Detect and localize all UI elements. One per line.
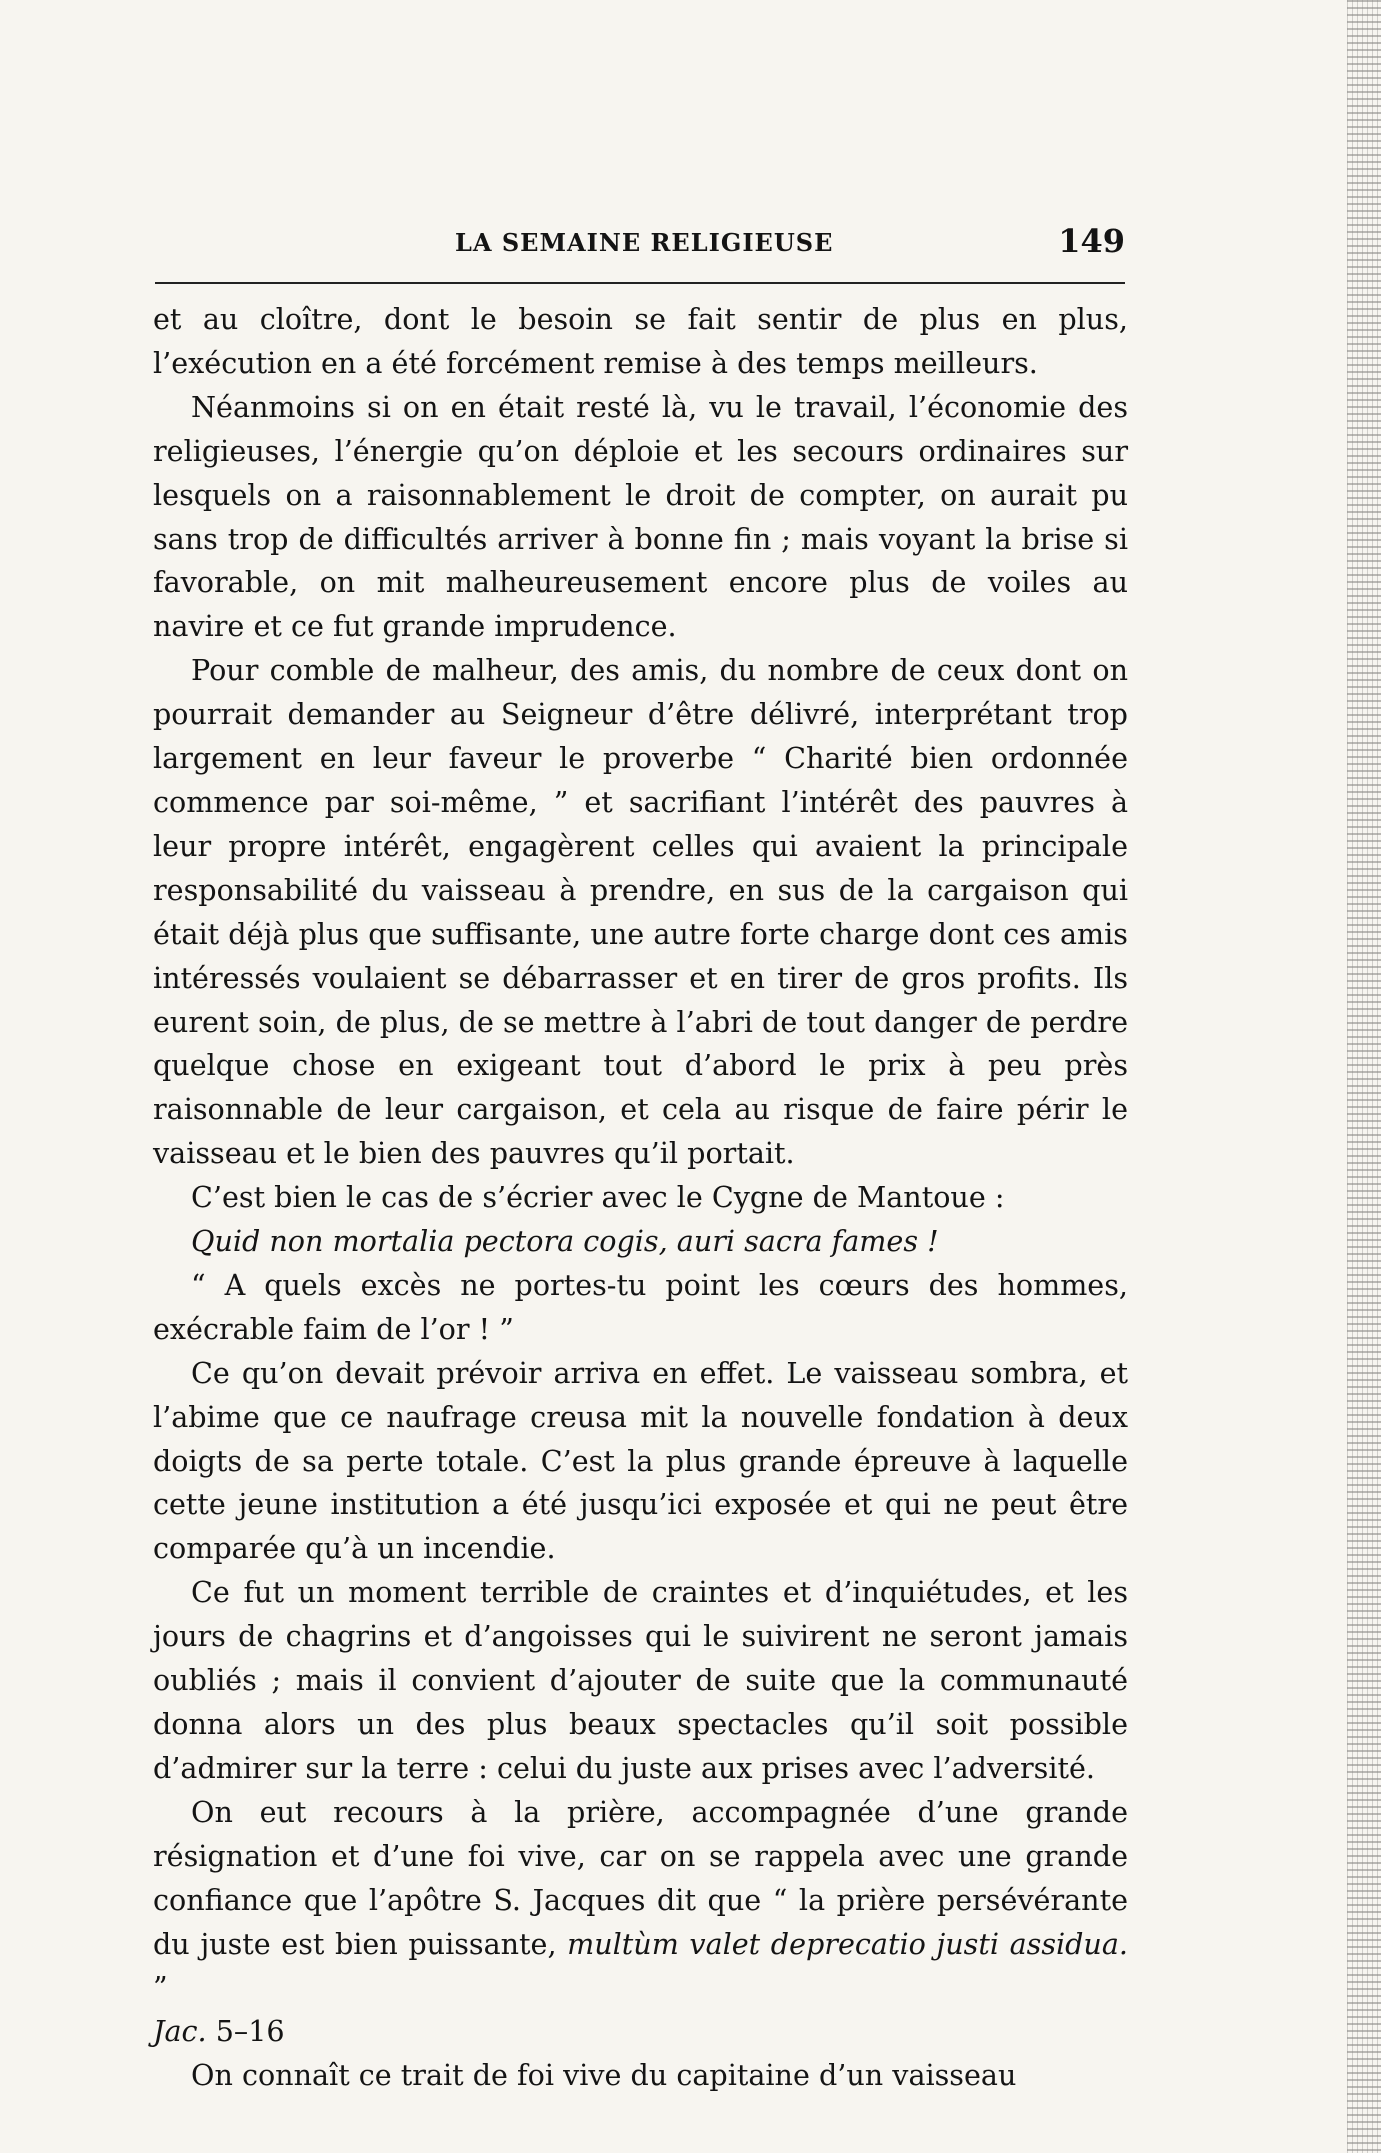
page-number: 149 bbox=[1058, 222, 1125, 260]
paragraph: Ce qu’on devait prévoir arriva en effet. Le vaisseau sombra, et l’abime que ce naufrage creusa mit la nouvelle fondation à deux doigts de sa perte totale. C’est la plus grande épreuve à laquelle cette jeune institution a été jusqu’ici exposée et qui ne peut être comparée qu’à un incendie. bbox=[153, 1355, 1128, 1566]
scan-edge-artifact bbox=[1347, 0, 1381, 2153]
paragraph: Pour comble de malheur, des amis, du nombre de ceux dont on pourrait demander au Seigneur d’être délivré, interprétant trop largement en leur faveur le proverbe “ Charité bien ordonnée commence par soi-même, ” et sacrifiant l’intérêt des pauvres à leur propre intérêt, engagèrent celles qui avaient la principale responsabilité du vaisseau à prendre, en sus de la cargaison qui était déjà plus que suffisante, une autre forte charge dont ces amis intéressés voulaient se débarrasser et en tirer de gros profits. Ils eurent soin, de plus, de se mettre à l’abri de tout danger de perdre quelque chose en exigeant tout d’abord le prix à peu près raisonnable de leur cargaison, et cela au risque de faire périr le vaisseau et le bien des pauvres qu’il portait. bbox=[153, 653, 1128, 1171]
latin-phrase: multùm valet deprecatio justi assidua. bbox=[567, 1926, 1128, 1961]
paragraph: C’est bien le cas de s’écrier avec le Cygne de Mantoue : bbox=[191, 1180, 1005, 1215]
paragraph: “ A quels excès ne portes-tu point les cœurs des hommes, exécrable faim de l’or ! ” bbox=[153, 1267, 1128, 1346]
body-text bbox=[153, 298, 1128, 2098]
paragraph: Ce fut un moment terrible de craintes et d’inquiétudes, et les jours de chagrins et d’angoisses qui le suivirent ne seront jamais oubliés ; mais il convient d’ajouter de suite que la communauté donna alors un des plus beaux spectacles qu’il soit possible d’admirer sur la terre : celui du juste aux prises avec l’adversité. bbox=[153, 1575, 1128, 1785]
header-rule bbox=[155, 282, 1125, 284]
paragraph: et au cloître, dont le besoin se fait sentir de plus en plus, l’exécution en a été forcément remise à des temps meilleurs. bbox=[153, 302, 1128, 380]
page-header bbox=[155, 222, 1125, 262]
running-title: LA SEMAINE RELIGIEUSE bbox=[455, 228, 834, 257]
paragraph: Néanmoins si on en était resté là, vu le travail, l’économie des religieuses, l’énergie qu’on déploie et les secours ordinaires sur lesquels on a raisonnablement le droit de compter, on aurait pu sans trop de difficultés arriver à bonne fin ; mais voyant la brise si favorable, on mit malheureusement encore plus de voiles au navire et ce fut grande imprudence. bbox=[153, 389, 1128, 644]
paragraph-text: On eut recours à la prière, accompagnée d’une grande résignation et d’une foi vive, car on se rappela avec une grande confiance que l’apôtre S. Jacques dit que “ la prière persévérante du juste est bien puissante, bbox=[153, 1794, 1128, 1961]
paragraph: On connaît ce trait de foi vive du capitaine d’un vaisseau bbox=[191, 2058, 1017, 2093]
citation-book: Jac. bbox=[153, 2014, 207, 2049]
latin-quote: Quid non mortalia pectora cogis, auri sacra fames ! bbox=[191, 1224, 939, 1259]
closing-quote: ” bbox=[153, 1970, 168, 2005]
citation-reference: 5–16 bbox=[206, 2014, 285, 2049]
paragraph bbox=[153, 1791, 1128, 2054]
